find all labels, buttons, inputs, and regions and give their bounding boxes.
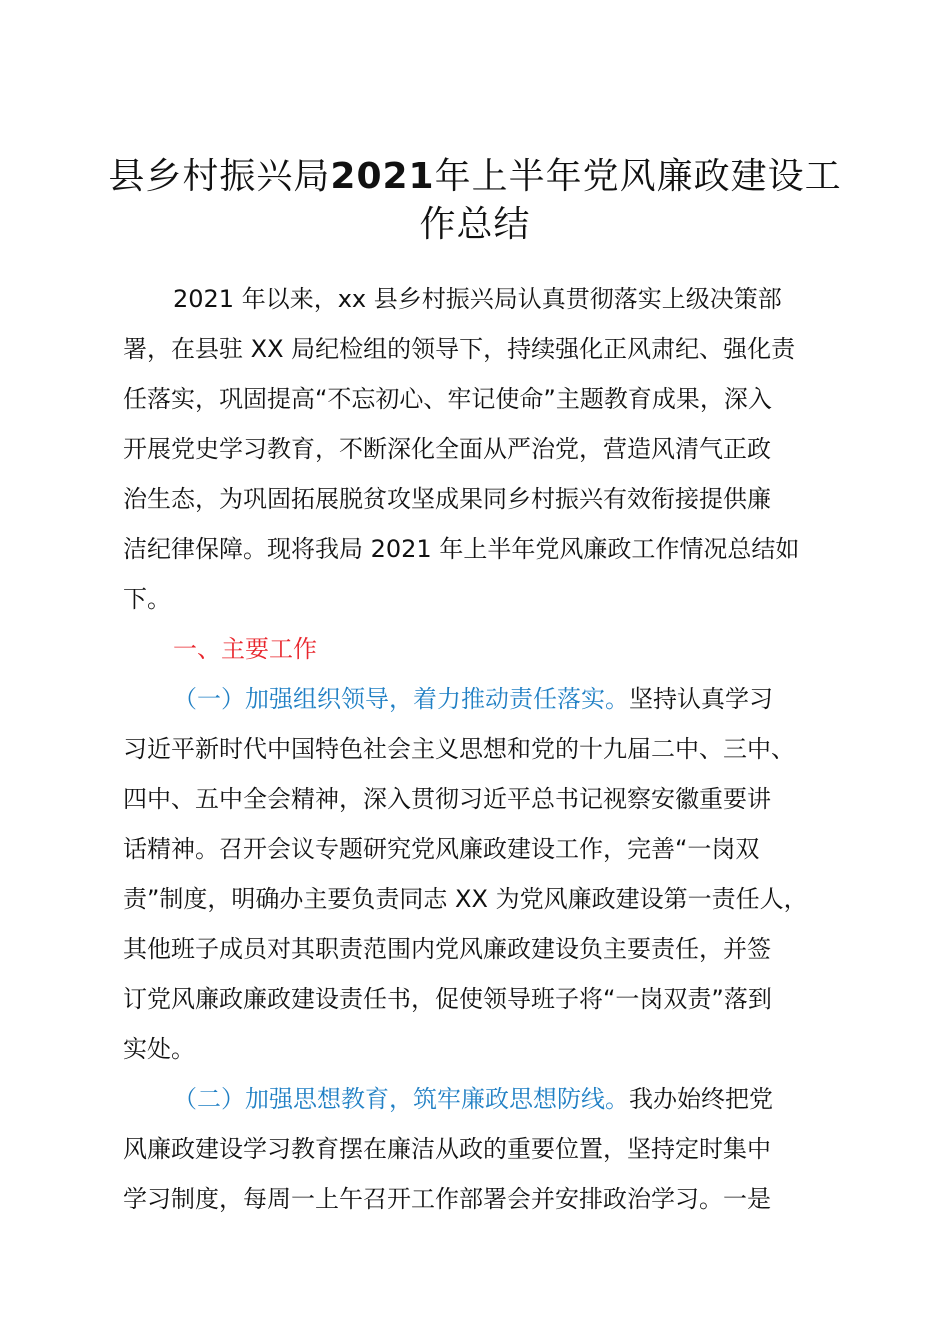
- intro-line: 署，在县驻 XX 局纪检组的领导下，持续强化正风肃纪、强化责: [123, 335, 796, 363]
- subsection2-first-line: [173, 1083, 773, 1115]
- subsection1-heading: （一）加强组织领导，着力推动责任落实。: [173, 685, 629, 713]
- subsection1-line: 实处。: [123, 1035, 195, 1063]
- title-prefix: 县乡村振兴局: [108, 156, 331, 197]
- title-year: 2021: [330, 156, 435, 197]
- intro-line: 治生态，为巩固拓展脱贫攻坚成果同乡村振兴有效衔接提供廉: [123, 485, 771, 513]
- subsection2-heading: （二）加强思想教育，筑牢廉政思想防线。: [173, 1085, 629, 1113]
- intro-line: 下。: [123, 585, 171, 613]
- intro-line: 任落实，巩固提高“不忘初心、牢记使命”主题教育成果，深入: [123, 385, 772, 413]
- subsection2-first-tail: 我办始终把党: [629, 1085, 773, 1113]
- intro-line: 2021 年以来，xx 县乡村振兴局认真贯彻落实上级决策部: [173, 285, 782, 313]
- intro-line: 洁纪律保障。现将我局 2021 年上半年党风廉政工作情况总结如: [123, 535, 800, 563]
- subsection1-line: 话精神。召开会议专题研究党风廉政建设工作，完善“一岗双: [123, 835, 760, 863]
- subsection1-first-tail: 坚持认真学习: [629, 685, 773, 713]
- subsection1-first-line: [173, 683, 773, 715]
- subsection1-line: 责”制度，明确办主要负责同志 XX 为党风廉政建设第一责任人，: [123, 885, 808, 913]
- subsection1-line: 四中、五中全会精神，深入贯彻习近平总书记视察安徽重要讲: [123, 785, 771, 813]
- subsection1-line: 习近平新时代中国特色社会主义思想和党的十九届二中、三中、: [123, 735, 795, 763]
- document-title-line1: [100, 152, 850, 202]
- subsection1-line: 其他班子成员对其职责范围内党风廉政建设负主要责任，并签: [123, 935, 771, 963]
- subsection2-line: 学习制度，每周一上午召开工作部署会并安排政治学习。一是: [123, 1185, 771, 1213]
- section-heading-main-work: 一、主要工作: [173, 635, 317, 663]
- subsection1-line: 订党风廉政廉政建设责任书，促使领导班子将“一岗双责”落到: [123, 985, 772, 1013]
- subsection2-line: 风廉政建设学习教育摆在廉洁从政的重要位置，坚持定时集中: [123, 1135, 771, 1163]
- title-suffix: 年上半年党风廉政建设工: [434, 156, 842, 197]
- intro-line: 开展党史学习教育，不断深化全面从严治党，营造风清气正政: [123, 435, 771, 463]
- document-title-line2: 作总结: [419, 204, 531, 245]
